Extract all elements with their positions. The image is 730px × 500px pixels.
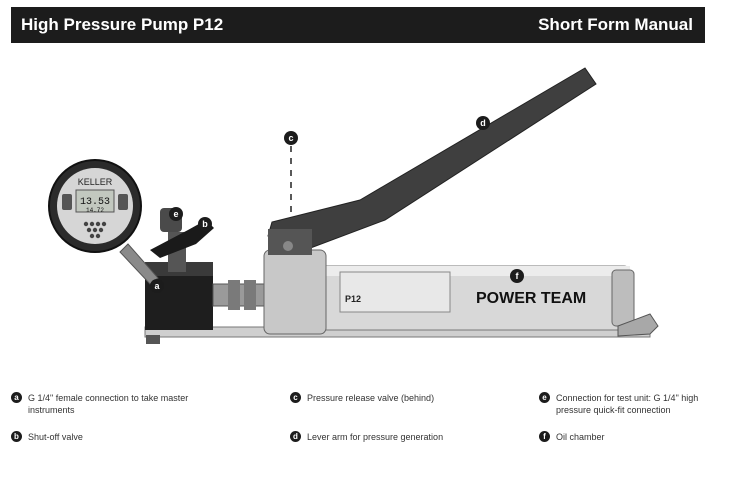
legend-item-f bbox=[539, 431, 719, 443]
badge-c: c bbox=[290, 392, 301, 403]
marker-a bbox=[150, 279, 164, 293]
lever-arm bbox=[268, 68, 596, 252]
gauge-brand: KELLER bbox=[77, 177, 113, 187]
svg-text:d: d bbox=[480, 118, 486, 128]
legend-item-e bbox=[539, 392, 719, 416]
pump-illustration bbox=[0, 44, 730, 374]
legend-text-b: Shut-off valve bbox=[28, 432, 83, 442]
pump-model: P12 bbox=[345, 294, 362, 304]
pump-brand: POWER TEAM bbox=[476, 290, 587, 307]
svg-text:b: b bbox=[202, 219, 208, 229]
badge-e: e bbox=[539, 392, 550, 403]
document-subtitle: Short Form Manual bbox=[538, 15, 693, 34]
svg-text:e: e bbox=[173, 209, 179, 219]
svg-text:a: a bbox=[154, 281, 160, 291]
legend-text-f: Oil chamber bbox=[556, 432, 605, 442]
legend-text-d: Lever arm for pressure generation bbox=[307, 432, 444, 442]
legend-item-b bbox=[11, 431, 231, 443]
legend-item-d bbox=[290, 431, 510, 443]
legend-item-c bbox=[290, 392, 510, 404]
document-header bbox=[11, 7, 705, 43]
marker-b bbox=[198, 217, 212, 231]
gauge-reading: 13.53 bbox=[79, 197, 111, 208]
callout-legend bbox=[0, 388, 730, 468]
marker-c bbox=[284, 131, 298, 145]
badge-d: d bbox=[290, 431, 301, 442]
svg-text:c: c bbox=[288, 133, 294, 143]
legend-text-a: G 1/4" female connection to take master instruments bbox=[28, 393, 189, 415]
badge-a: a bbox=[11, 392, 22, 403]
document-title: High Pressure Pump P12 bbox=[21, 15, 224, 34]
pump-label bbox=[340, 272, 450, 312]
legend-text-c: Pressure release valve (behind) bbox=[307, 393, 435, 403]
marker-f bbox=[510, 269, 524, 283]
badge-b: b bbox=[11, 431, 22, 442]
svg-text:f: f bbox=[515, 271, 519, 281]
marker-e bbox=[169, 207, 183, 221]
legend-text-e: Connection for test unit: G 1/4" high pressure quick-fit connection bbox=[556, 393, 699, 415]
legend-item-a bbox=[11, 392, 231, 416]
base-foot-left bbox=[146, 335, 160, 344]
badge-f: f bbox=[539, 431, 550, 442]
marker-d bbox=[476, 116, 490, 130]
pump-head bbox=[264, 250, 326, 334]
gauge-sub-reading: 14.72 bbox=[85, 207, 105, 214]
